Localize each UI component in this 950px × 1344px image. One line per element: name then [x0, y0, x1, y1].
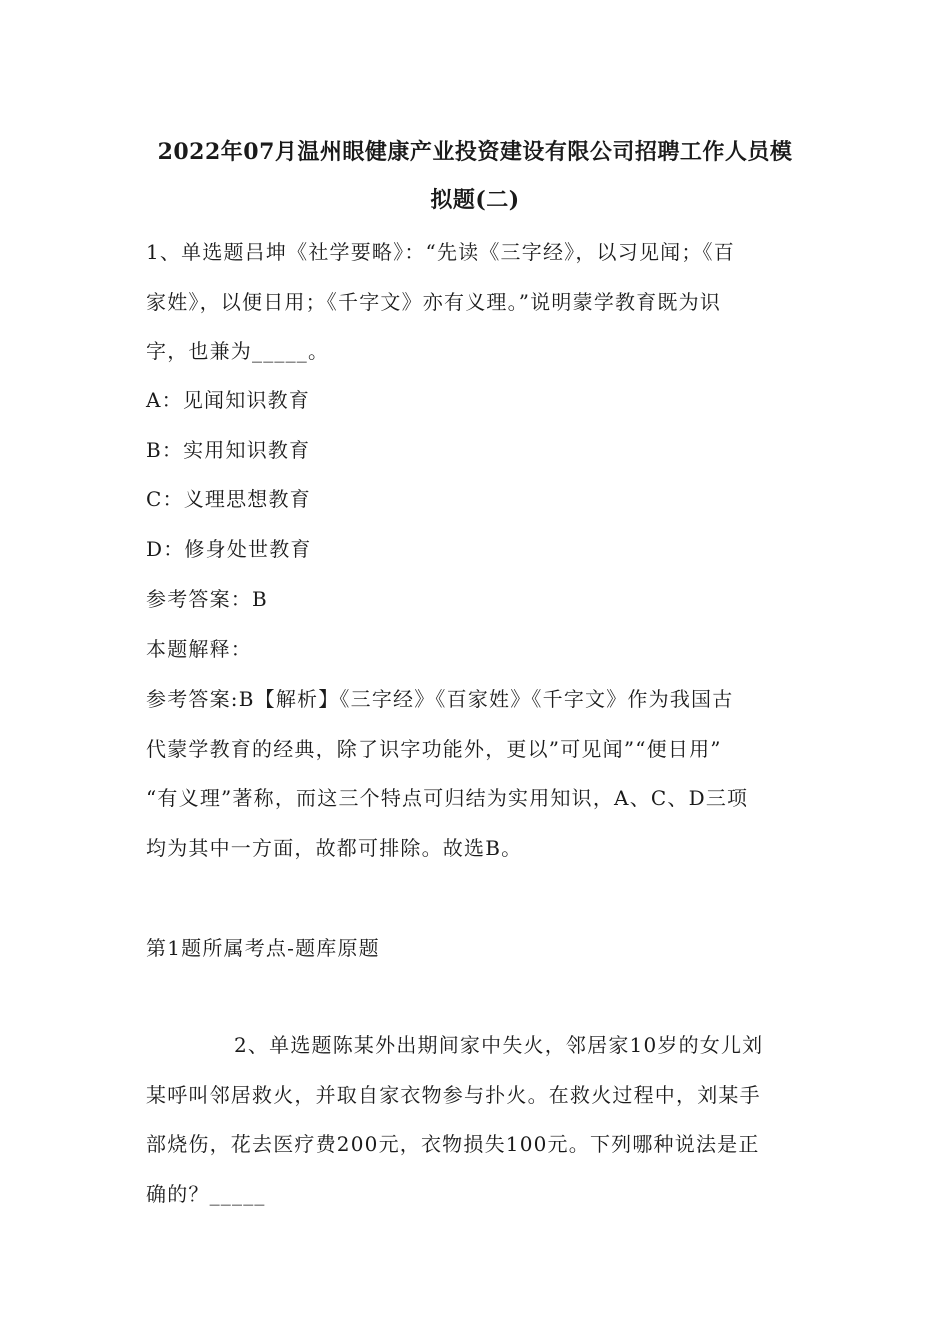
answer-text: 参考答案：B [146, 587, 268, 611]
explanation-line: “有义理”著称，而这三个特点可归结为实用知识，A、C、D三项 [146, 786, 749, 810]
question-2-line: 确的？_____ [146, 1181, 266, 1206]
explanation-line: 参考答案:B【解析】《三字经》《百家姓》《千字文》作为我国古 [146, 687, 734, 711]
option-c: C：义理思想教育 [146, 487, 311, 511]
question-1-stem [146, 228, 806, 377]
question-1-answer [146, 575, 806, 625]
option-a: A：见闻知识教育 [146, 388, 311, 412]
question-2-line: 部烧伤，花去医疗费200元，衣物损失100元。下列哪种说法是正 [146, 1132, 760, 1156]
document-title-line-2: 拟题(二) [430, 187, 520, 213]
question-1-line: 家姓》，以便日用；《千字文》亦有义理。”说明蒙学教育既为识 [146, 289, 722, 314]
option-d: D：修身处世教育 [146, 536, 312, 561]
explanation-line: 均为其中一方面，故都可排除。故选B。 [146, 835, 523, 860]
question-2-line: 某呼叫邻居救火，并取自家衣物参与扑火。在救火过程中，刘某手 [146, 1082, 761, 1107]
question-2-line: 2、单选题陈某外出期间家中失火，邻居家10岁的女儿刘 [234, 1033, 764, 1057]
option-b: B：实用知识教育 [146, 437, 311, 462]
question-1-line: 1、单选题吕坤《社学要略》：“先读《三字经》，以习见闻；《百 [146, 240, 735, 264]
explanation-line: 代蒙学教育的经典，除了识字功能外，更以”可见闻”“便日用” [146, 736, 722, 761]
question-2-stem [146, 1021, 806, 1219]
question-1-options [146, 376, 806, 574]
question-1-topic [146, 924, 806, 974]
explanation-label [146, 625, 806, 675]
question-1-line: 字，也兼为_____。 [146, 339, 330, 363]
document-title-line-1: 2022年07月温州眼健康产业投资建设有限公司招聘工作人员模 [157, 139, 793, 165]
explanation-label-text: 本题解释： [146, 637, 252, 661]
question-1-explanation [146, 675, 806, 873]
topic-text: 第1题所属考点-题库原题 [146, 936, 380, 960]
